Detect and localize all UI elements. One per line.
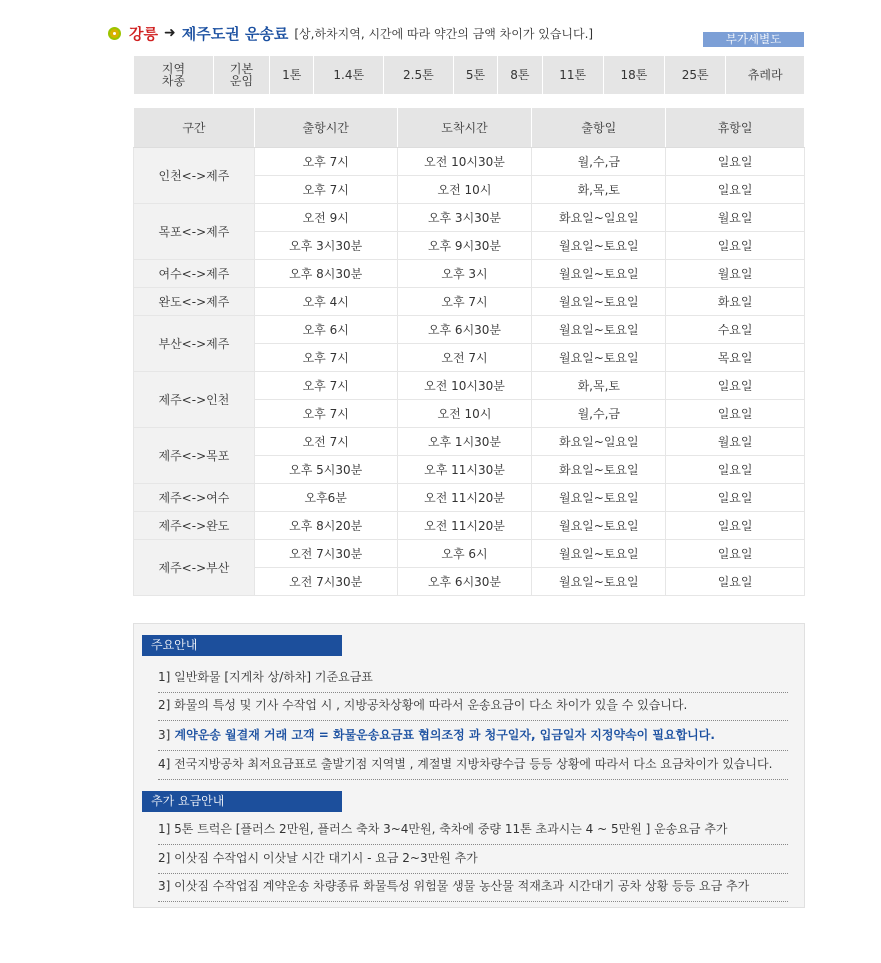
off-day-cell: 일요일 xyxy=(666,400,805,428)
region-vehicle-header: 지역 차종 xyxy=(134,56,214,95)
departure-time-cell: 오후 7시 xyxy=(254,148,397,176)
main-info-item: 4] 전국지방공차 최저요금표로 출발기점 지역별 , 계절별 지방차량수급 등등 상황에 따라서 다소 요금차이가 있습니다. xyxy=(158,752,788,780)
ton-column-header: 25톤 xyxy=(665,56,726,95)
departure-time-cell: 오전 7시30분 xyxy=(254,540,397,568)
ton-column-header: 18톤 xyxy=(603,56,664,95)
ton-column-header: 8톤 xyxy=(498,56,542,95)
sailing-days-cell: 월,수,금 xyxy=(532,148,666,176)
sailing-days-cell: 월,수,금 xyxy=(532,400,666,428)
departure-time-cell: 오후 8시20분 xyxy=(254,512,397,540)
sailing-days-cell: 월요일~토요일 xyxy=(532,316,666,344)
sailing-days-cell: 월요일~토요일 xyxy=(532,232,666,260)
info-box xyxy=(133,623,805,908)
extra-fee-item: 2] 이삿짐 수작업시 이삿날 시간 대기시 - 요금 2~3만원 추가 xyxy=(158,846,788,874)
off-day-cell: 일요일 xyxy=(666,568,805,596)
sailing-days-cell: 화요일~일요일 xyxy=(532,204,666,232)
schedule-body xyxy=(134,148,805,596)
departure-time-cell: 오후 3시30분 xyxy=(254,232,397,260)
off-day-cell: 월요일 xyxy=(666,260,805,288)
table-row xyxy=(134,260,805,288)
sailing-days-cell: 월요일~토요일 xyxy=(532,288,666,316)
route-cell: 완도<->제주 xyxy=(134,288,255,316)
arrival-time-cell: 오후 6시30분 xyxy=(397,568,532,596)
off-day-cell: 화요일 xyxy=(666,288,805,316)
departure-time-cell: 오후 5시30분 xyxy=(254,456,397,484)
off-day-cell: 일요일 xyxy=(666,372,805,400)
arrival-time-cell: 오전 11시20분 xyxy=(397,512,532,540)
main-info-item-emphasis: 3] 계약운송 월결재 거래 고객 = 화물운송요금표 협의조정 과 청구일자, 입금일자 지정약속이 필요합니다. xyxy=(158,723,788,751)
arrival-time-cell: 오전 7시 xyxy=(397,344,532,372)
arrival-time-cell: 오후 3시30분 xyxy=(397,204,532,232)
title-note: [상,하차지역, 시간에 따라 약간의 금액 차이가 있습니다.] xyxy=(294,26,594,41)
table-row xyxy=(134,512,805,540)
arrow-right-icon: ➜ xyxy=(163,25,176,41)
departure-time-cell: 오후 8시30분 xyxy=(254,260,397,288)
column-header-off-days: 휴항일 xyxy=(666,108,805,148)
sailing-days-cell: 화요일~토요일 xyxy=(532,456,666,484)
off-day-cell: 목요일 xyxy=(666,344,805,372)
off-day-cell: 일요일 xyxy=(666,176,805,204)
departure-time-cell: 오후 7시 xyxy=(254,400,397,428)
column-header-departure-time: 출항시간 xyxy=(254,108,397,148)
route-cell: 제주<->여수 xyxy=(134,484,255,512)
sailing-days-cell: 월요일~토요일 xyxy=(532,260,666,288)
extra-fee-item: 3] 이삿짐 수작업짐 계약운송 차량종류 화물특성 위험물 생물 농산물 적재초과 시간대기 공차 상황 등등 요금 추가 xyxy=(158,874,788,902)
off-day-cell: 수요일 xyxy=(666,316,805,344)
off-day-cell: 일요일 xyxy=(666,540,805,568)
route-cell: 제주<->인천 xyxy=(134,372,255,428)
ton-column-header: 츄레라 xyxy=(726,56,805,95)
table-row xyxy=(134,204,805,232)
departure-time-cell: 오후 7시 xyxy=(254,344,397,372)
table-row xyxy=(134,372,805,400)
off-day-cell: 일요일 xyxy=(666,484,805,512)
off-day-cell: 일요일 xyxy=(666,148,805,176)
title-origin: 강릉 xyxy=(129,24,158,43)
arrival-time-cell: 오후 11시30분 xyxy=(397,456,532,484)
main-info-item: 2] 화물의 특성 및 기사 수작업 시 , 지방공차상황에 따라서 운송요금이 다소 차이가 있을 수 있습니다. xyxy=(158,693,788,721)
sailing-days-cell: 월요일~토요일 xyxy=(532,512,666,540)
route-cell: 인천<->제주 xyxy=(134,148,255,204)
departure-time-cell: 오후 4시 xyxy=(254,288,397,316)
ton-column-header: 1.4톤 xyxy=(314,56,384,95)
arrival-time-cell: 오전 10시30분 xyxy=(397,372,532,400)
ton-column-header: 1톤 xyxy=(270,56,314,95)
column-header-route: 구간 xyxy=(134,108,255,148)
arrival-time-cell: 오후 9시30분 xyxy=(397,232,532,260)
arrival-time-cell: 오전 10시 xyxy=(397,176,532,204)
route-cell: 제주<->목포 xyxy=(134,428,255,484)
sailing-days-cell: 월요일~토요일 xyxy=(532,484,666,512)
main-info-item: 1] 일반화물 [지게차 상/하차] 기준요금표 xyxy=(158,665,788,693)
column-header-arrival-time: 도착시간 xyxy=(397,108,532,148)
main-info-heading: 주요안내 xyxy=(142,635,342,656)
ton-column-header: 2.5톤 xyxy=(384,56,454,95)
table-row xyxy=(134,428,805,456)
title-destination: 제주도권 운송료 xyxy=(181,24,289,43)
off-day-cell: 월요일 xyxy=(666,428,805,456)
extra-fee-item: 1] 5톤 트럭은 [플러스 2만원, 플러스 축차 3~4만원, 축차에 중량 11톤 초과시는 4 ~ 5만원 ] 운송요금 추가 xyxy=(158,817,788,845)
departure-time-cell: 오전 7시 xyxy=(254,428,397,456)
departure-time-cell: 오후6분 xyxy=(254,484,397,512)
table-row xyxy=(134,288,805,316)
table-row xyxy=(134,540,805,568)
sailing-days-cell: 월요일~토요일 xyxy=(532,344,666,372)
arrival-time-cell: 오후 6시30분 xyxy=(397,316,532,344)
arrival-time-cell: 오전 10시 xyxy=(397,400,532,428)
table-row xyxy=(134,148,805,176)
bullet-icon xyxy=(108,27,121,40)
route-cell: 제주<->부산 xyxy=(134,540,255,596)
sailing-days-cell: 화,목,토 xyxy=(532,176,666,204)
base-fare-header: 기본 운임 xyxy=(214,56,270,95)
departure-time-cell: 오전 9시 xyxy=(254,204,397,232)
off-day-cell: 일요일 xyxy=(666,232,805,260)
table-row xyxy=(134,316,805,344)
arrival-time-cell: 오전 11시20분 xyxy=(397,484,532,512)
departure-time-cell: 오후 7시 xyxy=(254,176,397,204)
ferry-schedule-table xyxy=(133,107,805,596)
route-cell: 부산<->제주 xyxy=(134,316,255,372)
arrival-time-cell: 오후 1시30분 xyxy=(397,428,532,456)
sailing-days-cell: 월요일~토요일 xyxy=(532,540,666,568)
arrival-time-cell: 오후 7시 xyxy=(397,288,532,316)
extra-fee-heading: 추가 요금안내 xyxy=(142,791,342,812)
departure-time-cell: 오후 7시 xyxy=(254,372,397,400)
column-header-sailing-days: 출항일 xyxy=(532,108,666,148)
route-cell: 여수<->제주 xyxy=(134,260,255,288)
sailing-days-cell: 화요일~일요일 xyxy=(532,428,666,456)
table-row xyxy=(134,484,805,512)
off-day-cell: 일요일 xyxy=(666,512,805,540)
arrival-time-cell: 오후 6시 xyxy=(397,540,532,568)
ton-column-header: 5톤 xyxy=(453,56,497,95)
sailing-days-cell: 화,목,토 xyxy=(532,372,666,400)
route-cell: 목포<->제주 xyxy=(134,204,255,260)
arrival-time-cell: 오후 3시 xyxy=(397,260,532,288)
off-day-cell: 일요일 xyxy=(666,456,805,484)
off-day-cell: 월요일 xyxy=(666,204,805,232)
sailing-days-cell: 월요일~토요일 xyxy=(532,568,666,596)
arrival-time-cell: 오전 10시30분 xyxy=(397,148,532,176)
vat-excluded-button[interactable]: 부가세별도 xyxy=(703,32,804,47)
departure-time-cell: 오전 7시30분 xyxy=(254,568,397,596)
ton-column-header: 11톤 xyxy=(542,56,603,95)
departure-time-cell: 오후 6시 xyxy=(254,316,397,344)
route-cell: 제주<->완도 xyxy=(134,512,255,540)
tonnage-table xyxy=(133,55,805,95)
